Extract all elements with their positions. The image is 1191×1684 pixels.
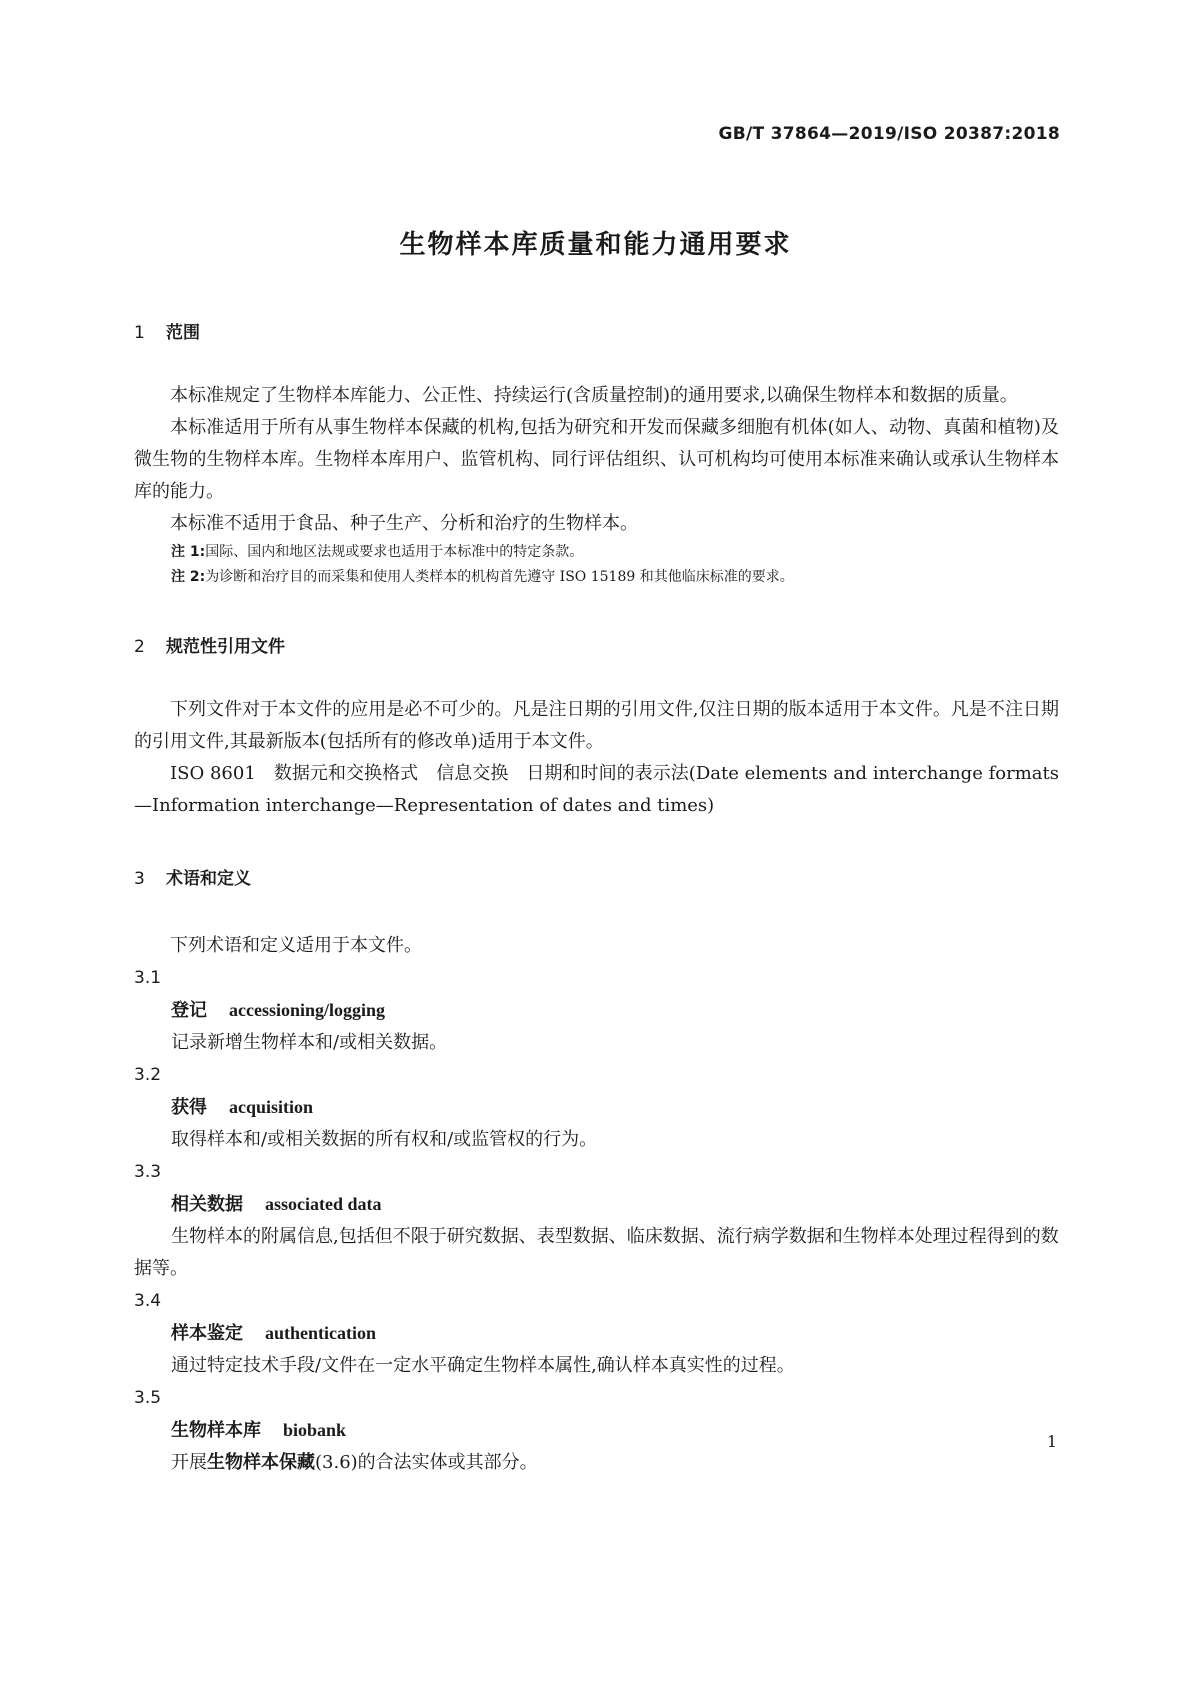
term-entry bbox=[134, 1156, 1059, 1285]
term-number: 3.5 bbox=[134, 1388, 162, 1408]
definition-text: 开展 bbox=[171, 1452, 207, 1473]
paragraph: 下列文件对于本文件的应用是必不可少的。凡是注日期的引用文件,仅注日期的版本适用于本文件。凡是不注日期的引用文件,其最新版本(包括所有的修改单)适用于本文件。 bbox=[134, 699, 1059, 752]
page-title: 生物样本库质量和能力通用要求 bbox=[399, 230, 792, 260]
term-entry bbox=[134, 1059, 1059, 1156]
note-label: 注 2: bbox=[171, 569, 206, 585]
section-number: 3 bbox=[134, 869, 145, 889]
section-heading-scope bbox=[134, 320, 1059, 346]
term-definition: 取得样本和/或相关数据的所有权和/或监管权的行为。 bbox=[171, 1129, 598, 1150]
standard-number: GB/T 37864—2019/ISO 20387:2018 bbox=[718, 124, 1060, 144]
term-zh: 生物样本库 bbox=[171, 1420, 261, 1441]
page-number: 1 bbox=[1046, 1432, 1057, 1451]
term-en: acquisition bbox=[229, 1097, 314, 1117]
term-number: 3.3 bbox=[134, 1162, 162, 1182]
term-en: associated data bbox=[265, 1194, 382, 1214]
term-entry bbox=[134, 1285, 1059, 1382]
term-definition: 通过特定技术手段/文件在一定水平确定生物样本属性,确认样本真实性的过程。 bbox=[171, 1355, 795, 1376]
note-text: 国际、国内和地区法规或要求也适用于本标准中的特定条款。 bbox=[205, 544, 584, 560]
term-zh: 相关数据 bbox=[171, 1194, 243, 1215]
term-en: authentication bbox=[265, 1323, 377, 1343]
term-entry bbox=[134, 962, 1059, 1059]
section-title: 术语和定义 bbox=[166, 869, 251, 889]
section-heading-terms bbox=[134, 866, 1059, 892]
term-en: biobank bbox=[283, 1420, 347, 1440]
cross-reference-term: 生物样本保藏 bbox=[207, 1452, 315, 1473]
paragraph: 本标准适用于所有从事生物样本保藏的机构,包括为研究和开发而保藏多细胞有机体(如人、动物、真菌和植物)及微生物的生物样本库。生物样本库用户、监管机构、同行评估组织、认可机构均可使用本标准来确认或承认生物样本库的能力。 bbox=[134, 417, 1059, 502]
term-definition: 生物样本的附属信息,包括但不限于研究数据、表型数据、临床数据、流行病学数据和生物样本处理过程得到的数据等。 bbox=[134, 1226, 1059, 1279]
term-definition: 记录新增生物样本和/或相关数据。 bbox=[171, 1032, 448, 1053]
document-body bbox=[134, 320, 1059, 1479]
section-title: 范围 bbox=[166, 323, 200, 343]
section-number: 2 bbox=[134, 637, 145, 657]
term-number: 3.4 bbox=[134, 1291, 162, 1311]
term-en: accessioning/logging bbox=[229, 1000, 386, 1020]
note-label: 注 1: bbox=[171, 544, 206, 560]
note bbox=[134, 540, 1059, 565]
term-zh: 样本鉴定 bbox=[171, 1323, 243, 1344]
definition-text: (3.6)的合法实体或其部分。 bbox=[315, 1452, 538, 1473]
reference-entry: ISO 8601 数据元和交换格式 信息交换 日期和时间的表示法(Date elements and interchange formats—Information interchange—Representation of dates and times) bbox=[134, 763, 1059, 816]
note-text: 为诊断和治疗目的而采集和使用人类样本的机构首先遵守 ISO 15189 和其他临床标准的要求。 bbox=[205, 569, 794, 585]
term-definition bbox=[134, 1447, 1059, 1479]
term-number: 3.1 bbox=[134, 968, 162, 988]
paragraph: 本标准规定了生物样本库能力、公正性、持续运行(含质量控制)的通用要求,以确保生物样本和数据的质量。 bbox=[170, 385, 1018, 406]
note bbox=[134, 565, 1059, 590]
term-zh: 登记 bbox=[171, 1000, 207, 1021]
section-heading-normative-references bbox=[134, 634, 1059, 660]
term-zh: 获得 bbox=[171, 1097, 207, 1118]
section-number: 1 bbox=[134, 323, 145, 343]
term-number: 3.2 bbox=[134, 1065, 162, 1085]
paragraph: 下列术语和定义适用于本文件。 bbox=[170, 935, 422, 956]
section-title: 规范性引用文件 bbox=[166, 637, 285, 657]
term-entry bbox=[134, 1382, 1059, 1479]
paragraph: 本标准不适用于食品、种子生产、分析和治疗的生物样本。 bbox=[170, 513, 638, 534]
